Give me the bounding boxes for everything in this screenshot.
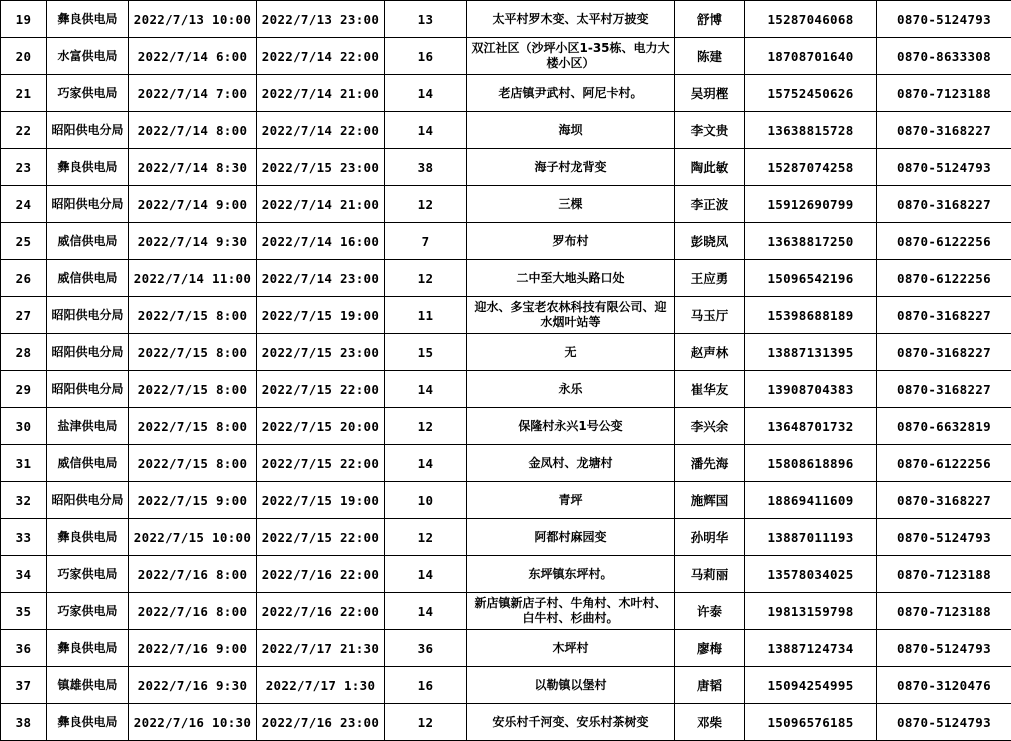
outage-area: 迎水、多宝老农林科技有限公司、迎水烟叶站等 — [467, 297, 675, 334]
duration-hours: 13 — [385, 1, 467, 38]
end-time: 2022/7/15 22:00 — [257, 519, 385, 556]
contact-phone: 13887011193 — [745, 519, 877, 556]
outage-area: 阿都村麻园变 — [467, 519, 675, 556]
contact-phone: 15094254995 — [745, 667, 877, 704]
end-time: 2022/7/15 23:00 — [257, 149, 385, 186]
start-time: 2022/7/16 9:00 — [129, 630, 257, 667]
contact-phone: 13578034025 — [745, 556, 877, 593]
contact-phone: 15287046068 — [745, 1, 877, 38]
office-phone: 0870-6632819 — [877, 408, 1011, 445]
row-number: 29 — [1, 371, 47, 408]
office-phone: 0870-5124793 — [877, 149, 1011, 186]
contact-phone: 15287074258 — [745, 149, 877, 186]
row-number: 22 — [1, 112, 47, 149]
office-phone: 0870-3168227 — [877, 186, 1011, 223]
row-number: 21 — [1, 75, 47, 112]
end-time: 2022/7/17 1:30 — [257, 667, 385, 704]
outage-area: 木坪村 — [467, 630, 675, 667]
duration-hours: 15 — [385, 334, 467, 371]
table-row — [1, 482, 1011, 519]
office-phone: 0870-7123188 — [877, 556, 1011, 593]
duration-hours: 14 — [385, 75, 467, 112]
power-bureau: 彝良供电局 — [47, 630, 129, 667]
row-number: 27 — [1, 297, 47, 334]
contact-person: 李兴余 — [675, 408, 745, 445]
power-bureau: 威信供电局 — [47, 445, 129, 482]
contact-person: 李正波 — [675, 186, 745, 223]
power-bureau: 巧家供电局 — [47, 593, 129, 630]
office-phone: 0870-6122256 — [877, 445, 1011, 482]
start-time: 2022/7/16 10:30 — [129, 704, 257, 741]
duration-hours: 14 — [385, 445, 467, 482]
power-bureau: 昭阳供电分局 — [47, 297, 129, 334]
power-bureau: 巧家供电局 — [47, 556, 129, 593]
outage-area: 无 — [467, 334, 675, 371]
row-number: 19 — [1, 1, 47, 38]
start-time: 2022/7/14 9:30 — [129, 223, 257, 260]
end-time: 2022/7/14 22:00 — [257, 38, 385, 75]
outage-area: 二中至大地头路口处 — [467, 260, 675, 297]
contact-phone: 15096576185 — [745, 704, 877, 741]
end-time: 2022/7/15 23:00 — [257, 334, 385, 371]
contact-person: 孙明华 — [675, 519, 745, 556]
contact-person: 马玉厅 — [675, 297, 745, 334]
end-time: 2022/7/15 20:00 — [257, 408, 385, 445]
row-number: 20 — [1, 38, 47, 75]
row-number: 35 — [1, 593, 47, 630]
office-phone: 0870-7123188 — [877, 593, 1011, 630]
table-row — [1, 667, 1011, 704]
outage-area: 新店镇新店子村、牛角村、木叶村、白牛村、杉曲村。 — [467, 593, 675, 630]
table-row — [1, 149, 1011, 186]
contact-phone: 13648701732 — [745, 408, 877, 445]
duration-hours: 16 — [385, 667, 467, 704]
contact-person: 舒博 — [675, 1, 745, 38]
row-number: 31 — [1, 445, 47, 482]
end-time: 2022/7/17 21:30 — [257, 630, 385, 667]
row-number: 24 — [1, 186, 47, 223]
outage-area: 三棵 — [467, 186, 675, 223]
power-bureau: 威信供电局 — [47, 223, 129, 260]
outage-area: 双江社区（沙坪小区1-35栋、电力大楼小区） — [467, 38, 675, 75]
outage-area: 老店镇尹武村、阿尼卡村。 — [467, 75, 675, 112]
power-bureau: 昭阳供电分局 — [47, 334, 129, 371]
row-number: 38 — [1, 704, 47, 741]
end-time: 2022/7/14 21:00 — [257, 75, 385, 112]
duration-hours: 12 — [385, 704, 467, 741]
outage-area: 东坪镇东坪村。 — [467, 556, 675, 593]
office-phone: 0870-6122256 — [877, 223, 1011, 260]
contact-phone: 13638817250 — [745, 223, 877, 260]
contact-person: 王应勇 — [675, 260, 745, 297]
duration-hours: 14 — [385, 371, 467, 408]
duration-hours: 14 — [385, 556, 467, 593]
row-number: 26 — [1, 260, 47, 297]
office-phone: 0870-5124793 — [877, 1, 1011, 38]
office-phone: 0870-3120476 — [877, 667, 1011, 704]
end-time: 2022/7/15 22:00 — [257, 371, 385, 408]
contact-phone: 18869411609 — [745, 482, 877, 519]
office-phone: 0870-5124793 — [877, 704, 1011, 741]
table-row — [1, 223, 1011, 260]
duration-hours: 12 — [385, 260, 467, 297]
duration-hours: 14 — [385, 593, 467, 630]
duration-hours: 12 — [385, 408, 467, 445]
contact-person: 马莉丽 — [675, 556, 745, 593]
contact-phone: 15398688189 — [745, 297, 877, 334]
contact-person: 廖梅 — [675, 630, 745, 667]
contact-phone: 15808618896 — [745, 445, 877, 482]
row-number: 30 — [1, 408, 47, 445]
start-time: 2022/7/16 8:00 — [129, 593, 257, 630]
outage-area: 永乐 — [467, 371, 675, 408]
contact-person: 施辉国 — [675, 482, 745, 519]
end-time: 2022/7/13 23:00 — [257, 1, 385, 38]
power-bureau: 彝良供电局 — [47, 1, 129, 38]
power-bureau: 巧家供电局 — [47, 75, 129, 112]
table-row — [1, 593, 1011, 630]
end-time: 2022/7/14 22:00 — [257, 112, 385, 149]
start-time: 2022/7/14 9:00 — [129, 186, 257, 223]
table-row — [1, 38, 1011, 75]
contact-phone: 13887131395 — [745, 334, 877, 371]
end-time: 2022/7/14 21:00 — [257, 186, 385, 223]
contact-person: 李文贵 — [675, 112, 745, 149]
office-phone: 0870-5124793 — [877, 519, 1011, 556]
office-phone: 0870-3168227 — [877, 334, 1011, 371]
power-bureau: 镇雄供电局 — [47, 667, 129, 704]
office-phone: 0870-7123188 — [877, 75, 1011, 112]
outage-area: 海坝 — [467, 112, 675, 149]
table-row — [1, 112, 1011, 149]
start-time: 2022/7/15 10:00 — [129, 519, 257, 556]
contact-person: 赵声林 — [675, 334, 745, 371]
end-time: 2022/7/15 19:00 — [257, 482, 385, 519]
contact-phone: 15752450626 — [745, 75, 877, 112]
duration-hours: 38 — [385, 149, 467, 186]
start-time: 2022/7/15 8:00 — [129, 408, 257, 445]
contact-person: 陈建 — [675, 38, 745, 75]
contact-phone: 19813159798 — [745, 593, 877, 630]
outage-area: 安乐村千河变、安乐村茶树变 — [467, 704, 675, 741]
table-row — [1, 556, 1011, 593]
end-time: 2022/7/14 23:00 — [257, 260, 385, 297]
office-phone: 0870-5124793 — [877, 630, 1011, 667]
contact-person: 陶此敏 — [675, 149, 745, 186]
start-time: 2022/7/14 7:00 — [129, 75, 257, 112]
power-bureau: 彝良供电局 — [47, 149, 129, 186]
office-phone: 0870-3168227 — [877, 371, 1011, 408]
table-row — [1, 1, 1011, 38]
contact-person: 潘先海 — [675, 445, 745, 482]
start-time: 2022/7/15 8:00 — [129, 334, 257, 371]
table-row — [1, 445, 1011, 482]
row-number: 37 — [1, 667, 47, 704]
office-phone: 0870-8633308 — [877, 38, 1011, 75]
duration-hours: 11 — [385, 297, 467, 334]
end-time: 2022/7/14 16:00 — [257, 223, 385, 260]
table-body — [1, 1, 1011, 741]
power-bureau: 盐津供电局 — [47, 408, 129, 445]
duration-hours: 12 — [385, 519, 467, 556]
contact-phone: 15912690799 — [745, 186, 877, 223]
end-time: 2022/7/16 22:00 — [257, 556, 385, 593]
end-time: 2022/7/15 22:00 — [257, 445, 385, 482]
power-bureau: 昭阳供电分局 — [47, 186, 129, 223]
duration-hours: 14 — [385, 112, 467, 149]
start-time: 2022/7/14 11:00 — [129, 260, 257, 297]
power-bureau: 昭阳供电分局 — [47, 371, 129, 408]
outage-area: 以勒镇以堡村 — [467, 667, 675, 704]
outage-area: 太平村罗木变、太平村万披变 — [467, 1, 675, 38]
row-number: 32 — [1, 482, 47, 519]
contact-person: 邓柴 — [675, 704, 745, 741]
office-phone: 0870-3168227 — [877, 482, 1011, 519]
row-number: 25 — [1, 223, 47, 260]
table-row — [1, 75, 1011, 112]
start-time: 2022/7/15 8:00 — [129, 297, 257, 334]
office-phone: 0870-3168227 — [877, 112, 1011, 149]
row-number: 34 — [1, 556, 47, 593]
contact-phone: 13908704383 — [745, 371, 877, 408]
end-time: 2022/7/16 22:00 — [257, 593, 385, 630]
contact-person: 彭晓凤 — [675, 223, 745, 260]
start-time: 2022/7/14 8:30 — [129, 149, 257, 186]
duration-hours: 7 — [385, 223, 467, 260]
power-bureau: 昭阳供电分局 — [47, 482, 129, 519]
table-row — [1, 704, 1011, 741]
table-row — [1, 408, 1011, 445]
table-row — [1, 334, 1011, 371]
power-bureau: 威信供电局 — [47, 260, 129, 297]
duration-hours: 10 — [385, 482, 467, 519]
outage-area: 罗布村 — [467, 223, 675, 260]
row-number: 23 — [1, 149, 47, 186]
power-bureau: 彝良供电局 — [47, 704, 129, 741]
start-time: 2022/7/13 10:00 — [129, 1, 257, 38]
office-phone: 0870-6122256 — [877, 260, 1011, 297]
table-row — [1, 371, 1011, 408]
power-bureau: 水富供电局 — [47, 38, 129, 75]
start-time: 2022/7/14 8:00 — [129, 112, 257, 149]
office-phone: 0870-3168227 — [877, 297, 1011, 334]
start-time: 2022/7/16 8:00 — [129, 556, 257, 593]
contact-person: 崔华友 — [675, 371, 745, 408]
start-time: 2022/7/16 9:30 — [129, 667, 257, 704]
contact-phone: 13638815728 — [745, 112, 877, 149]
table-row — [1, 297, 1011, 334]
row-number: 33 — [1, 519, 47, 556]
outage-area: 海子村龙背变 — [467, 149, 675, 186]
start-time: 2022/7/14 6:00 — [129, 38, 257, 75]
end-time: 2022/7/16 23:00 — [257, 704, 385, 741]
contact-person: 唐韬 — [675, 667, 745, 704]
contact-person: 许泰 — [675, 593, 745, 630]
table-row — [1, 260, 1011, 297]
start-time: 2022/7/15 9:00 — [129, 482, 257, 519]
table-row — [1, 630, 1011, 667]
end-time: 2022/7/15 19:00 — [257, 297, 385, 334]
contact-phone: 18708701640 — [745, 38, 877, 75]
contact-phone: 15096542196 — [745, 260, 877, 297]
duration-hours: 12 — [385, 186, 467, 223]
outage-area: 青坪 — [467, 482, 675, 519]
duration-hours: 16 — [385, 38, 467, 75]
power-bureau: 彝良供电局 — [47, 519, 129, 556]
row-number: 28 — [1, 334, 47, 371]
row-number: 36 — [1, 630, 47, 667]
outage-area: 金凤村、龙塘村 — [467, 445, 675, 482]
contact-phone: 13887124734 — [745, 630, 877, 667]
table-row — [1, 186, 1011, 223]
start-time: 2022/7/15 8:00 — [129, 445, 257, 482]
start-time: 2022/7/15 8:00 — [129, 371, 257, 408]
table-row — [1, 519, 1011, 556]
outage-area: 保隆村永兴1号公变 — [467, 408, 675, 445]
duration-hours: 36 — [385, 630, 467, 667]
power-bureau: 昭阳供电分局 — [47, 112, 129, 149]
contact-person: 吴玥樫 — [675, 75, 745, 112]
